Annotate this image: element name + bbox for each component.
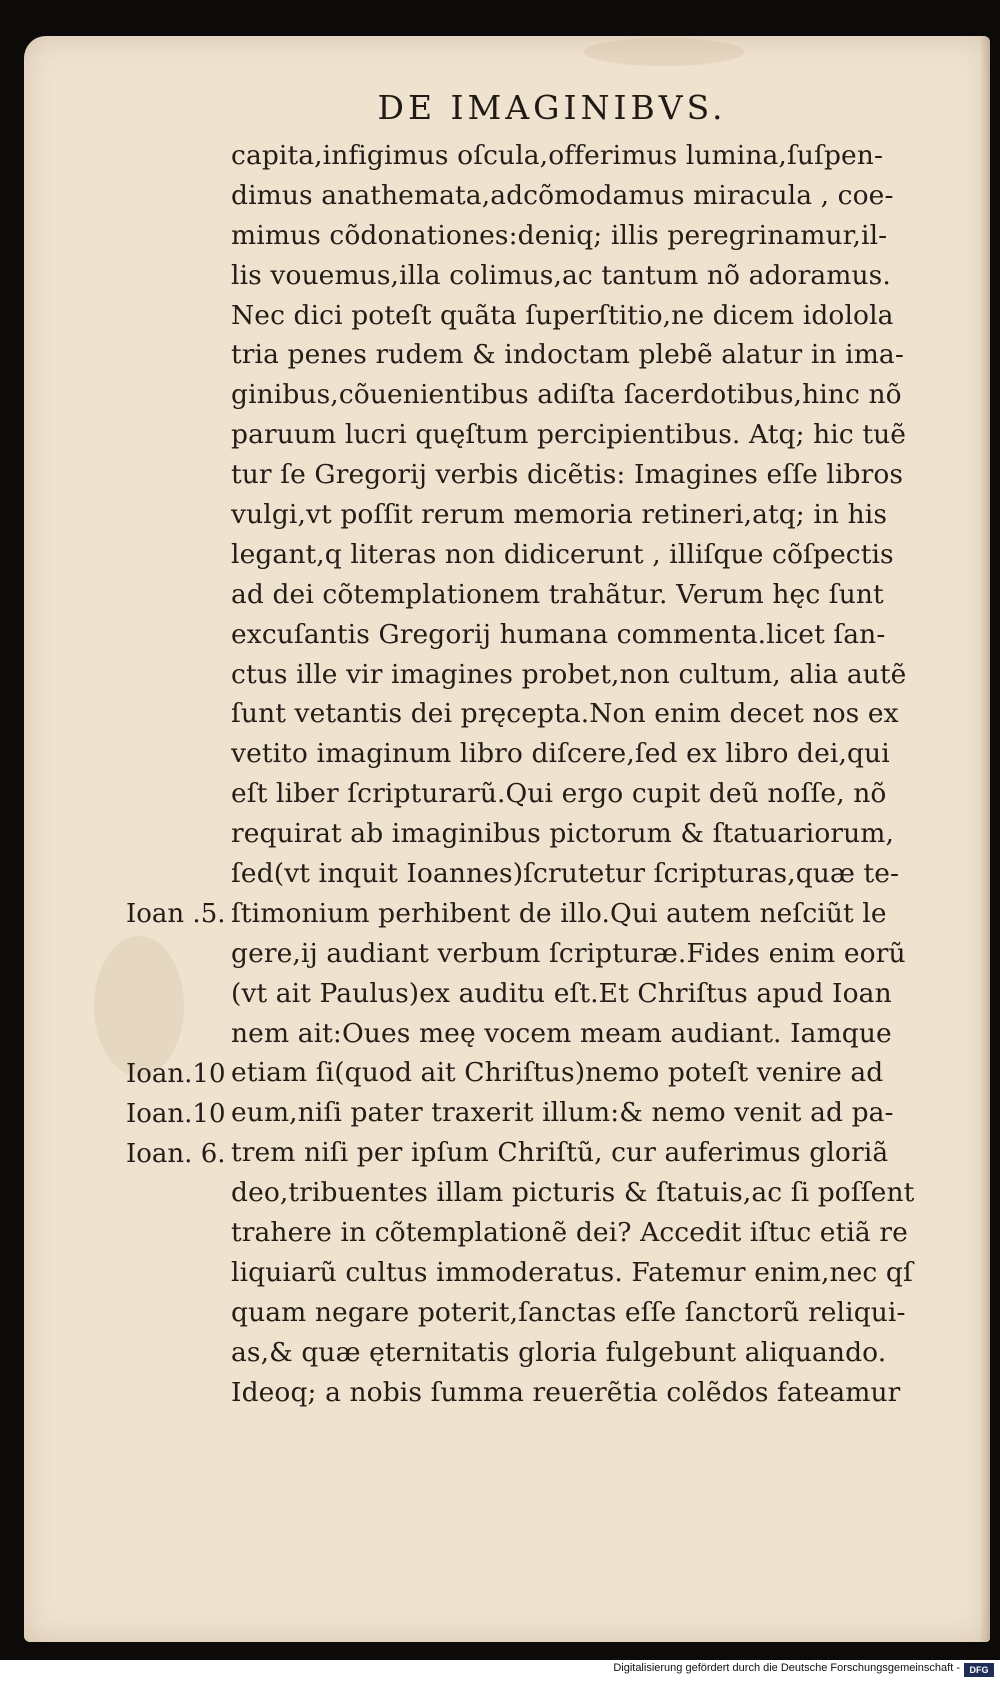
text-line: etiam ſi(quod ait Chriſtus)nemo poteſt venire ad: [231, 1057, 884, 1089]
running-head: DE IMAGINIBVS.: [377, 88, 727, 127]
text-line: nem ait:Oues meę vocem meam audiant. Iamque: [231, 1017, 892, 1049]
book-page: [24, 36, 990, 1642]
text-line: vulgi,vt poſſit rerum memoria retineri,atq; in his: [231, 499, 888, 531]
body-text: [231, 136, 971, 1413]
text-line: ad dei cõtemplationem trahãtur. Verum hęc ſunt: [231, 578, 884, 610]
text-line: ſed(vt inquit Ioannes)ſcrutetur ſcripturas,quæ te-: [231, 858, 900, 890]
margin-note: Ioan .5.: [126, 899, 226, 930]
footer-credit: Digitalisierung gefördert durch die Deutsche Forschungsgemeinschaft -: [613, 1662, 960, 1674]
text-line: Nec dici poteſt quãta ſuperſtitio,ne dicem idolola: [231, 299, 894, 331]
text-line: lis vouemus,illa colimus,ac tantum nõ adoramus.: [231, 259, 891, 291]
margin-note: Ioan. 6.: [126, 1138, 226, 1169]
footer-bar: [0, 1660, 1000, 1681]
text-line: legant,q literas non didicerunt , illiſque cõſpectis: [231, 538, 894, 570]
text-line: quam negare poterit,ſanctas eſſe ſanctorũ reliqui-: [231, 1296, 906, 1328]
text-line: gere,ij audiant verbum ſcripturæ.Fides enim eorũ: [231, 937, 906, 969]
text-line: Ideoq; a nobis ſumma reuerẽtia colẽdos fateamur: [231, 1376, 901, 1408]
text-line: ſtimonium perhibent de illo.Qui autem neſciũt le: [231, 897, 887, 929]
text-line: trem niſi per ipſum Chriſtũ, cur auferimus gloriã: [231, 1137, 889, 1169]
text-line: requirat ab imaginibus pictorum & ſtatuariorum,: [231, 818, 895, 850]
text-line: deo,tribuentes illam picturis & ſtatuis,ac ſi poſſent: [231, 1177, 915, 1209]
text-line: (vt ait Paulus)ex auditu eſt.Et Chriſtus apud Ioan: [231, 977, 892, 1009]
text-line: paruum lucri quęſtum percipientibus. Atq; hic tuẽ: [231, 419, 907, 451]
text-line: ſunt vetantis dei pręcepta.Non enim decet nos ex: [231, 698, 899, 730]
text-line: excuſantis Gregorij humana commenta.licet ſan-: [231, 618, 886, 650]
text-line: trahere in cõtemplationẽ dei? Accedit iſtuc etiã re: [231, 1217, 908, 1249]
page-edge: [980, 36, 990, 1642]
text-line: as,& quæ ęternitatis gloria fulgebunt aliquando.: [231, 1336, 887, 1368]
text-line: ginibus,cõuenientibus adiſta ſacerdotibus,hinc nõ: [231, 379, 902, 411]
text-line: eum,niſi pater traxerit illum:& nemo venit ad pa-: [231, 1097, 894, 1129]
paper-stain: [584, 38, 744, 66]
margin-note: Ioan.10: [126, 1098, 226, 1129]
text-line: ctus ille vir imagines probet,non cultum, alia autẽ: [231, 658, 907, 690]
text-line: liquiarũ cultus immoderatus. Fatemur enim,nec qſ: [231, 1256, 913, 1288]
text-line: capita,infigimus oſcula,offerimus lumina,ſuſpen-: [231, 140, 884, 171]
text-line: dimus anathemata,adcõmodamus miracula , coe-: [231, 179, 894, 211]
text-line: mimus cõdonationes:deniq; illis peregrinamur,il-: [231, 219, 888, 251]
text-line: tria penes rudem & indoctam plebẽ alatur in ima-: [231, 339, 904, 371]
text-line: eſt liber ſcripturarũ.Qui ergo cupit deũ noſſe, nõ: [231, 778, 887, 810]
text-line: vetito imaginum libro diſcere,ſed ex libro dei,qui: [231, 738, 890, 770]
text-line: tur ſe Gregorij verbis dicẽtis: Imagines eſſe libros: [231, 459, 904, 491]
dfg-logo: DFG: [964, 1663, 994, 1677]
margin-note: Ioan.10: [126, 1058, 226, 1089]
